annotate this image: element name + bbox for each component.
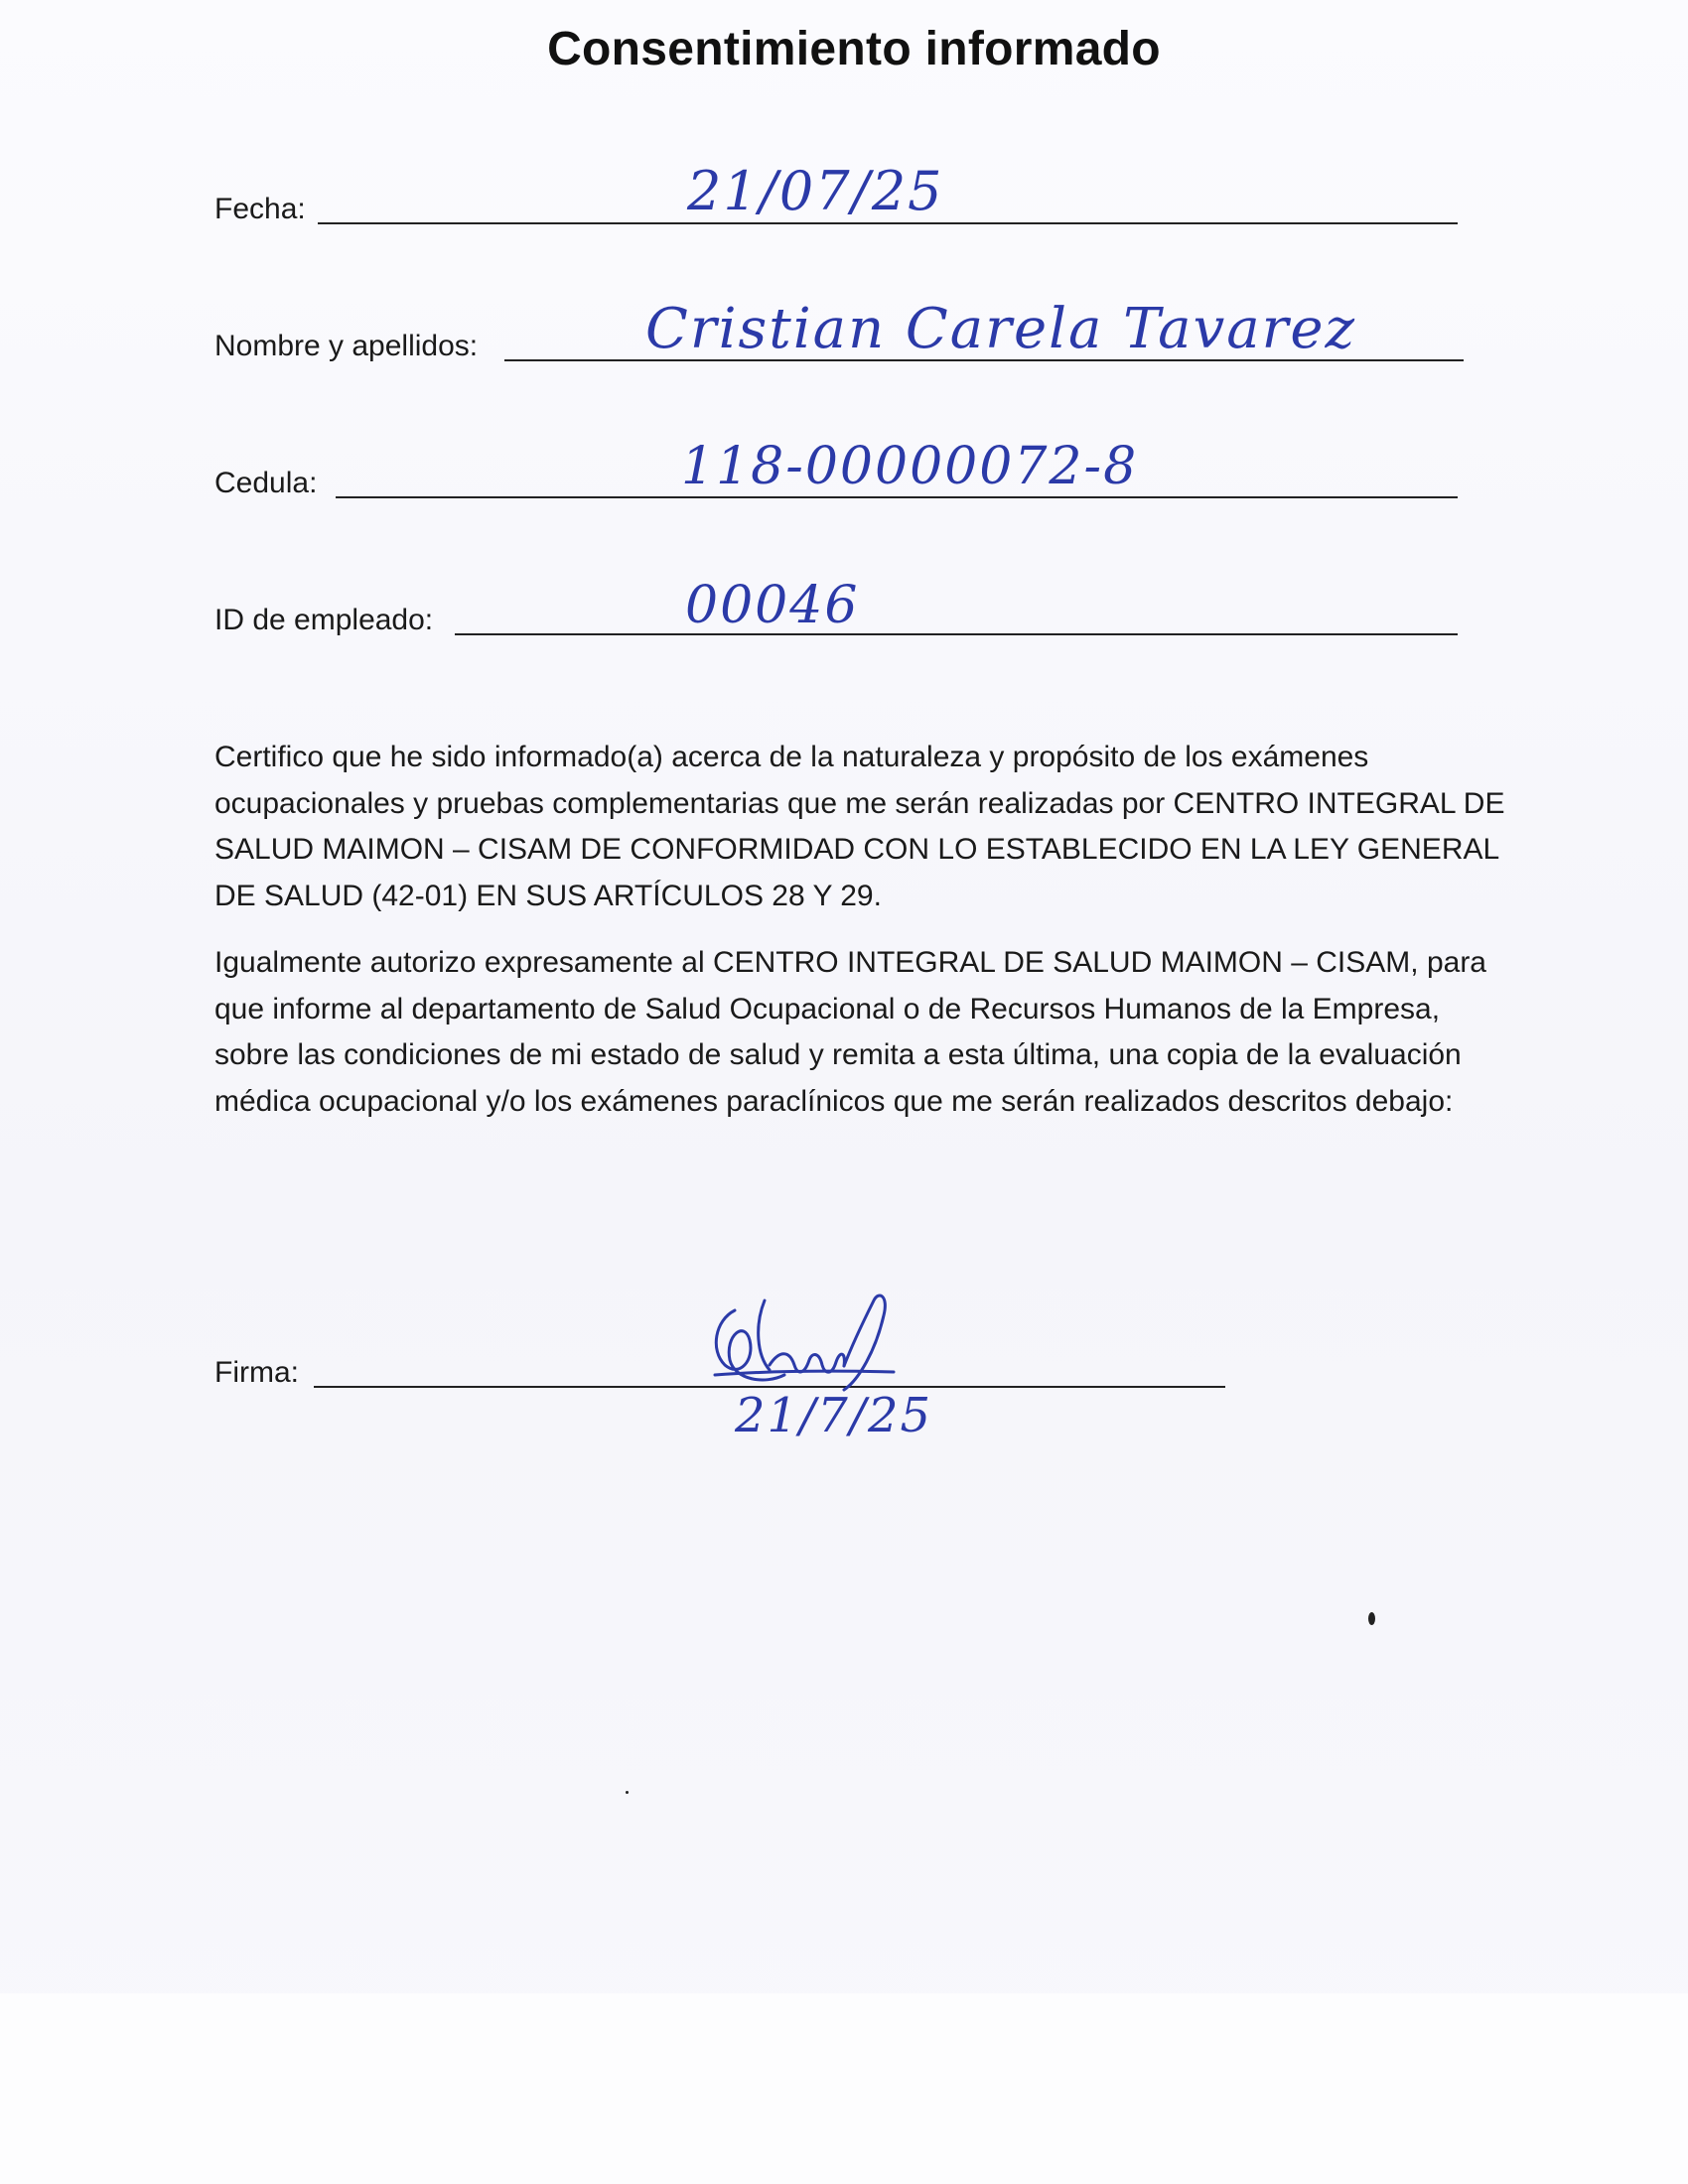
employee-id-label: ID de empleado: <box>214 604 434 636</box>
date-line <box>318 222 1458 224</box>
name-handwritten: Cristian Carela Tavarez <box>645 297 1357 361</box>
name-label: Nombre y apellidos: <box>214 330 479 362</box>
id-card-label: Cedula: <box>214 467 318 499</box>
id-card-line <box>336 496 1458 498</box>
consent-paragraph-1: Certifico que he sido informado(a) acerca de la naturaleza y propósito de los exámenes ocupacionales y pruebas complementarias que me serán realizadas por CENTRO INTEGRAL DE SALUD MAIMON – CISAM DE CONFORMIDAD CON LO ESTABLECIDO EN LA LEY GENERAL DE SALUD (42-01) EN SUS ARTÍCULOS 28 Y 29. <box>214 741 1505 912</box>
document-title: Consentimiento informado <box>547 23 1161 75</box>
name-field <box>214 297 1464 363</box>
consent-paragraph-2: Igualmente autorizo expresamente al CENTRO INTEGRAL DE SALUD MAIMON – CISAM, para que informe al departamento de Salud Ocupacional o de Recursos Humanos de la Empresa, sobre las condiciones de mi estado de salud y remita a esta última, una copia de la evaluación médica ocupacional y/o los exámenes paraclínicos que me serán realizados descritos debajo: <box>214 946 1486 1118</box>
scan-speck <box>1368 1612 1375 1625</box>
date-label: Fecha: <box>214 193 306 225</box>
date-handwritten: 21/07/25 <box>687 160 944 222</box>
id-card-field <box>214 437 1458 500</box>
signature-date-handwritten: 21/7/25 <box>735 1388 933 1443</box>
scan-bottom-edge <box>0 1993 1688 2184</box>
id-card-handwritten: 118-00000072-8 <box>681 437 1139 496</box>
employee-id-line <box>455 633 1458 635</box>
date-field <box>214 160 1458 226</box>
employee-id-field <box>214 578 1458 637</box>
scan-speck <box>626 1791 629 1794</box>
employee-id-handwritten: 00046 <box>685 576 860 635</box>
signature-label: Firma: <box>214 1356 299 1389</box>
